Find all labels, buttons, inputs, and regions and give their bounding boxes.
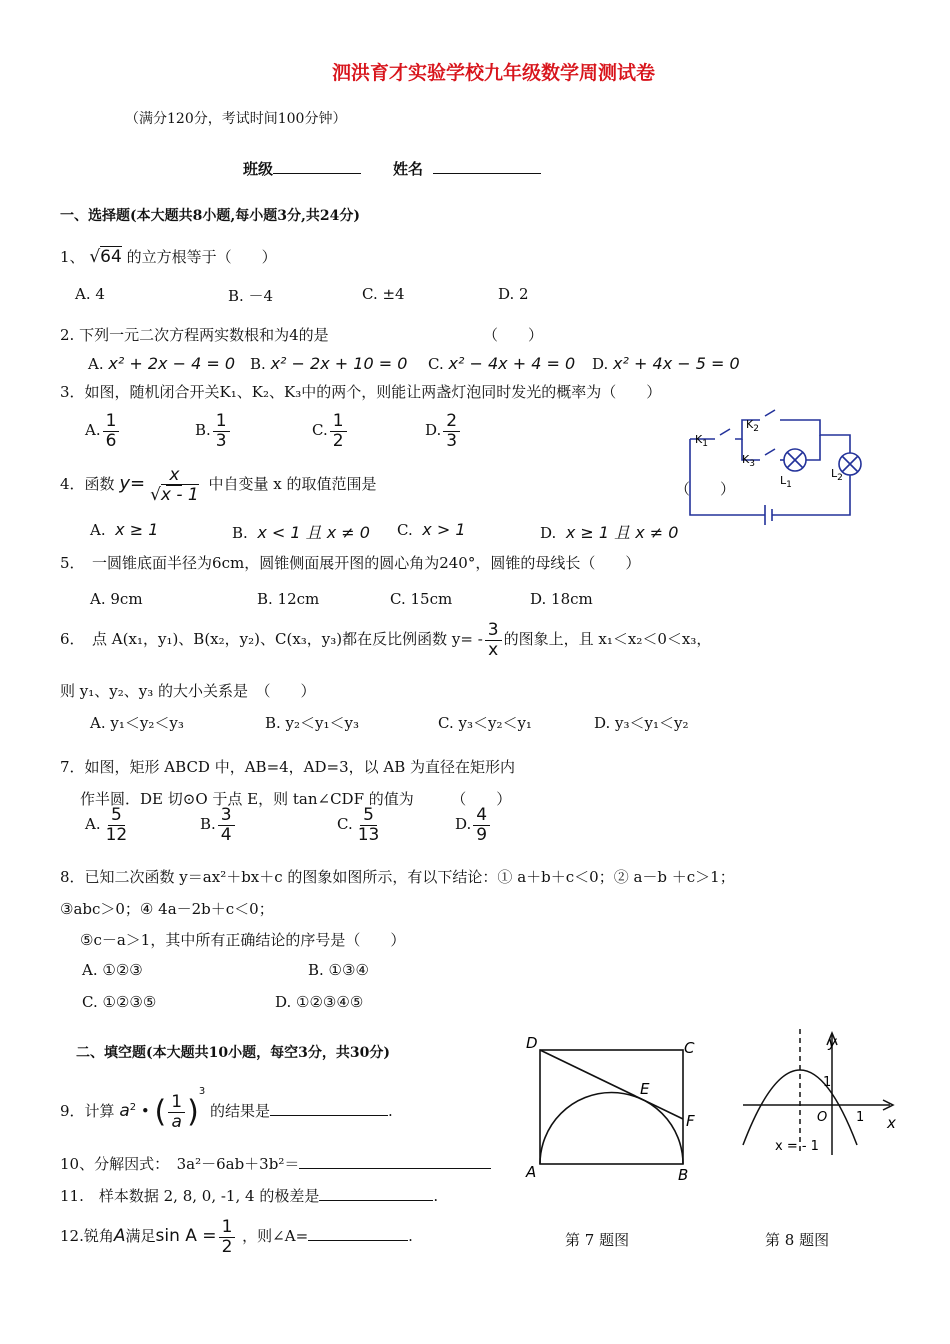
q5-option-b[interactable]: B. 12cm <box>257 590 320 608</box>
q3-option-d[interactable]: D. $\frac{2}{3}$ <box>425 412 462 450</box>
q4-paren: （ ） <box>675 480 736 498</box>
q11-stem: 11. 样本数据 2, 8, 0, -1, 4 的极差是 . <box>60 1184 438 1206</box>
q5-option-d[interactable]: D. 18cm <box>530 590 593 608</box>
point-c: C <box>684 1039 695 1057</box>
fraction: $\frac{3}{4}$ <box>218 806 235 844</box>
q1-radicand: 64 <box>100 247 122 267</box>
q12-stem: 12.锐角A满足sin A = $\frac{1}{2}$ ，则∠A= . <box>60 1217 413 1257</box>
q7-stem-cont: 作半圆．DE 切⊙O 于点 E，则 tan∠CDF 的值为 （ ） <box>80 790 512 808</box>
q3-option-c[interactable]: C. $\frac{1}{2}$ <box>312 412 349 450</box>
q8-option-c[interactable]: C. ①②③⑤ <box>82 993 157 1011</box>
point-e: E <box>640 1080 650 1098</box>
q11-answer-blank[interactable] <box>319 1184 433 1201</box>
q1-option-b[interactable]: B. －4 <box>228 287 274 305</box>
k1-label: $K_1$ <box>695 433 708 449</box>
symmetry-axis-label: x = - 1 <box>775 1139 819 1154</box>
q3-option-b[interactable]: B. $\frac{1}{3}$ <box>195 412 232 450</box>
q4-option-a[interactable]: A. x ≥ 1 <box>90 520 159 539</box>
q9-stem: 9．计算 $a^2$ • ( $\frac{1}{a}$ )$^3$ 的结果是 . <box>60 1086 393 1132</box>
q6-stem: 6． 点 A(x₁，y₁)、B(x₂，y₂)、C(x₃，y₃)都在反比例函数 y= - $\frac{3}{x}$ 的图象上，且 x₁＜x₂＜0＜x₃， <box>60 620 712 660</box>
k2-label: $K_2$ <box>746 418 759 434</box>
q4-option-c[interactable]: C. x > 1 <box>397 520 466 539</box>
q7-option-d[interactable]: D. $\frac{4}{9}$ <box>455 806 492 844</box>
fig7-caption: 第 7 题图 <box>565 1231 630 1249</box>
q1-stem <box>60 246 277 267</box>
l2-label: $L_2$ <box>831 467 843 483</box>
fraction: $\frac{1}{6}$ <box>103 412 120 450</box>
q8-stem: 8．已知二次函数 y＝ax²＋bx＋c 的图象如图所示，有以下结论：① a＋b＋c＜0；② a－b ＋c＞1； <box>60 868 735 886</box>
circuit-diagram <box>680 405 870 525</box>
name-blank[interactable] <box>433 157 541 174</box>
q8-stem-cont2: ⑤c－a＞1，其中所有正确结论的序号是（ ） <box>80 931 406 949</box>
k3-label: $K_3$ <box>742 453 755 469</box>
q8-option-a[interactable]: A. ①②③ <box>82 961 143 979</box>
page-title: 泗洪育才实验学校九年级数学周测试卷 <box>332 62 656 84</box>
q7-option-a[interactable]: A. $\frac{5}{12}$ <box>85 806 132 844</box>
q6-option-c[interactable]: C. y₃＜y₂＜y₁ <box>438 714 532 732</box>
q9-fraction: $\frac{1}{a}$ <box>168 1093 185 1131</box>
q6-option-d[interactable]: D. y₃＜y₁＜y₂ <box>594 714 689 732</box>
q6-fraction: $\frac{3}{x}$ <box>485 621 502 659</box>
fraction: $\frac{2}{3}$ <box>443 412 460 450</box>
q2-stem: 2. 下列一元二次方程两实数根和为4的是 <box>60 326 329 344</box>
fraction: $\frac{1}{3}$ <box>213 412 230 450</box>
point-f: F <box>686 1112 695 1130</box>
q7-option-b[interactable]: B. $\frac{3}{4}$ <box>200 806 237 844</box>
fraction: $\frac{4}{9}$ <box>473 806 490 844</box>
q12-fraction: $\frac{1}{2}$ <box>219 1218 236 1256</box>
figure-8-parabola <box>735 1025 905 1165</box>
q6-option-b[interactable]: B. y₂＜y₁＜y₃ <box>265 714 360 732</box>
section2-heading: 二、填空题(本大题共10小题，每空3分，共30分) <box>76 1045 390 1061</box>
exam-note: （满分120分，考试时间100分钟） <box>125 111 347 127</box>
fraction: $\frac{5}{13}$ <box>357 805 380 845</box>
q1-number: 1、 <box>60 248 85 266</box>
q2-option-c[interactable]: C. x² − 4x + 4 = 0 <box>428 354 576 373</box>
q4-option-b[interactable]: B. x < 1 且 x ≠ 0 <box>232 523 370 542</box>
q2-paren: （ ） <box>483 326 544 344</box>
q8-option-b[interactable]: B. ①③④ <box>308 961 369 979</box>
l1-label: $L_1$ <box>780 474 792 490</box>
q7-stem: 7．如图，矩形 ABCD 中，AB=4，AD=3，以 AB 为直径在矩形内 <box>60 758 516 776</box>
q5-stem: 5． 一圆锥底面半径为6cm，圆锥侧面展开图的圆心角为240°，圆锥的母线长（ ） <box>60 554 641 572</box>
q1-option-d[interactable]: D. 2 <box>498 285 529 303</box>
fraction: $\frac{5}{12}$ <box>105 805 128 845</box>
q2-option-b[interactable]: B. x² − 2x + 10 = 0 <box>250 354 408 373</box>
q5-option-c[interactable]: C. 15cm <box>390 590 453 608</box>
q2-option-d[interactable]: D. x² + 4x − 5 = 0 <box>592 354 740 373</box>
y-axis-label: y <box>828 1033 837 1051</box>
q1-sqrt: √64 <box>89 247 122 267</box>
q2-option-b-eq: x² − 2x + 10 = 0 <box>270 354 408 373</box>
q4-fraction: $\frac{x}{√x - 1}$ <box>150 465 199 505</box>
q1-option-a[interactable]: A. 4 <box>75 285 105 303</box>
q2-option-c-eq: x² − 4x + 4 = 0 <box>448 354 576 373</box>
class-label: 班级 <box>243 160 274 178</box>
q2-option-a[interactable]: A. x² + 2x − 4 = 0 <box>88 354 236 373</box>
x-axis-label: x <box>887 1114 896 1132</box>
q2-option-a-eq: x² + 2x − 4 = 0 <box>108 354 236 373</box>
x-one-label: 1 <box>856 1110 865 1125</box>
q6-option-a[interactable]: A. y₁＜y₂＜y₃ <box>90 714 184 732</box>
q10-stem: 10、分解因式： 3a²－6ab＋3b²＝ <box>60 1152 491 1174</box>
figure-7-rectangle <box>520 1030 710 1190</box>
fraction: $\frac{1}{2}$ <box>330 412 347 450</box>
origin-label: O <box>817 1110 828 1125</box>
q9-answer-blank[interactable] <box>270 1099 388 1116</box>
q10-answer-blank[interactable] <box>299 1152 491 1169</box>
q3-option-a[interactable]: A. $\frac{1}{6}$ <box>85 412 121 450</box>
q1-option-c[interactable]: C. ±4 <box>362 285 405 303</box>
point-d: D <box>526 1034 538 1052</box>
class-blank[interactable] <box>273 157 361 174</box>
q8-stem-cont: ③abc＞0；④ 4a－2b＋c＜0； <box>60 900 274 918</box>
q3-stem: 3．如图，随机闭合开关K₁、K₂、K₃中的两个，则能让两盏灯泡同时发光的概率为（ ） <box>60 383 662 401</box>
q6-stem-cont: 则 y₁、y₂、y₃ 的大小关系是 （ ） <box>60 682 316 700</box>
q4-option-d[interactable]: D. x ≥ 1 且 x ≠ 0 <box>540 523 679 542</box>
q8-option-d[interactable]: D. ①②③④⑤ <box>275 993 364 1011</box>
q4-stem: 4．函数 y= $\frac{x}{√x - 1}$ 中自变量 x 的取值范围是 <box>60 465 377 505</box>
y-one-label: 1 <box>823 1075 832 1090</box>
section1-heading: 一、选择题(本大题共8小题,每小题3分,共24分) <box>60 208 360 224</box>
q2-option-d-eq: x² + 4x − 5 = 0 <box>613 354 740 373</box>
fig8-caption: 第 8 题图 <box>765 1231 830 1249</box>
q12-answer-blank[interactable] <box>308 1224 408 1241</box>
q1-text: 的立方根等于（ ） <box>126 248 277 266</box>
point-b: B <box>678 1166 689 1184</box>
q5-option-a[interactable]: A. 9cm <box>90 590 143 608</box>
name-label: 姓名 <box>393 160 424 178</box>
name-field[interactable] <box>393 157 541 179</box>
q7-option-c[interactable]: C. $\frac{5}{13}$ <box>337 806 384 844</box>
point-a: A <box>526 1163 537 1181</box>
class-field[interactable] <box>243 157 361 179</box>
